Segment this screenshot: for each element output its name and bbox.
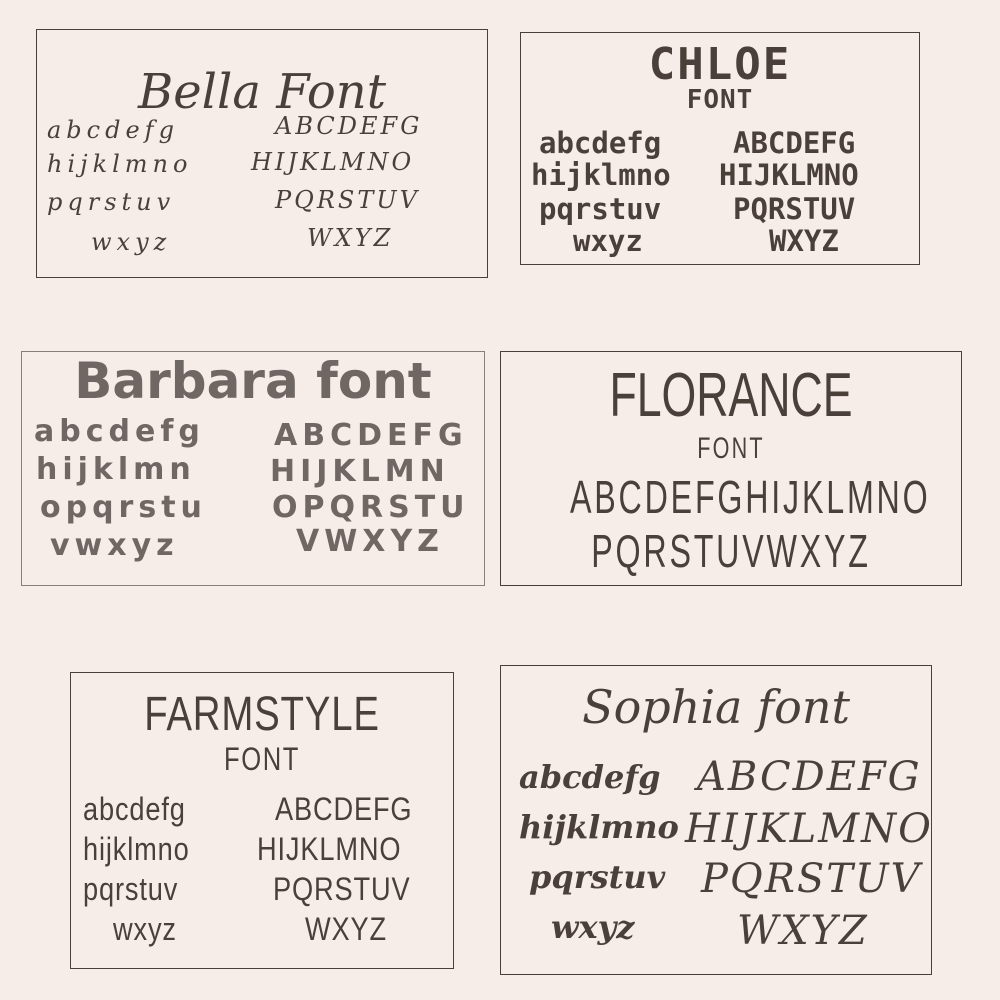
lowercase-row: abcdefg <box>47 116 179 144</box>
uppercase-row: ABCDEFGHIJKLMNO <box>570 471 931 523</box>
lowercase-row: abcdefg <box>539 126 662 160</box>
lowercase-row: vwxyz <box>50 528 179 563</box>
uppercase-row: PQRSTUV <box>273 871 411 907</box>
lowercase-row: opqrstu <box>40 490 207 525</box>
uppercase-row: WXYZ <box>307 224 394 252</box>
card-title: Bella Font <box>137 64 387 120</box>
uppercase-row: HIJKLMNO <box>685 806 933 852</box>
font-card-farmstyle <box>70 672 454 969</box>
font-card-sophia <box>500 665 932 975</box>
uppercase-row: ABCDEFG <box>275 112 423 140</box>
uppercase-row: VWXYZ <box>296 524 444 559</box>
card-title: Sophia font <box>582 680 850 734</box>
uppercase-row: HIJKLMNO <box>719 158 859 192</box>
uppercase-row: HIJKLMN <box>270 454 450 489</box>
uppercase-row: WXYZ <box>737 908 869 954</box>
font-card-barbara <box>21 351 485 586</box>
card-title: Barbara font <box>74 352 432 410</box>
lowercase-row: hijklmno <box>531 158 671 192</box>
uppercase-row: WXYZ <box>305 911 387 947</box>
lowercase-row: hijklmno <box>47 150 193 178</box>
uppercase-row: ABCDEFG <box>274 418 468 453</box>
card-title: FLORANCE <box>609 361 853 430</box>
uppercase-row: HIJKLMNO <box>257 831 402 867</box>
uppercase-row: ABCDEFG <box>733 126 856 160</box>
card-subtitle: FONT <box>223 741 301 777</box>
uppercase-row: OPQRSTU <box>272 490 470 525</box>
lowercase-row: hijklmno <box>519 808 679 846</box>
lowercase-row: wxyz <box>551 908 635 946</box>
uppercase-row: PQRSTUVWXYZ <box>591 525 871 577</box>
lowercase-row: pqrstuv <box>539 192 662 226</box>
lowercase-row: wxyz <box>113 911 177 947</box>
lowercase-row: wxyz <box>573 224 643 258</box>
lowercase-row: hijklmno <box>83 831 190 867</box>
uppercase-row: ABCDEFG <box>275 791 413 827</box>
card-subtitle: FONT <box>697 432 765 465</box>
card-title: FARMSTYLE <box>144 688 380 741</box>
lowercase-row: hijklmn <box>36 452 196 487</box>
lowercase-row: abcdefg <box>519 758 661 796</box>
font-card-florance <box>500 351 962 586</box>
lowercase-row: abcdefg <box>83 791 186 827</box>
uppercase-row: HIJKLMNO <box>251 148 415 176</box>
uppercase-row: PQRSTUV <box>701 856 922 902</box>
uppercase-row: PQRSTUV <box>275 186 420 214</box>
lowercase-row: pqrstuv <box>529 858 666 896</box>
card-title: CHLOE <box>648 39 792 90</box>
lowercase-row: pqrstuv <box>83 871 179 907</box>
uppercase-row: PQRSTUV <box>733 192 856 226</box>
card-subtitle: FONT <box>686 85 754 115</box>
lowercase-row: pqrstuv <box>47 188 176 216</box>
uppercase-row: WXYZ <box>769 224 839 258</box>
font-card-bella <box>36 29 488 278</box>
lowercase-row: wxyz <box>91 228 172 256</box>
lowercase-row: abcdefg <box>34 414 205 449</box>
uppercase-row: ABCDEFG <box>697 754 922 800</box>
font-card-chloe <box>520 32 920 265</box>
